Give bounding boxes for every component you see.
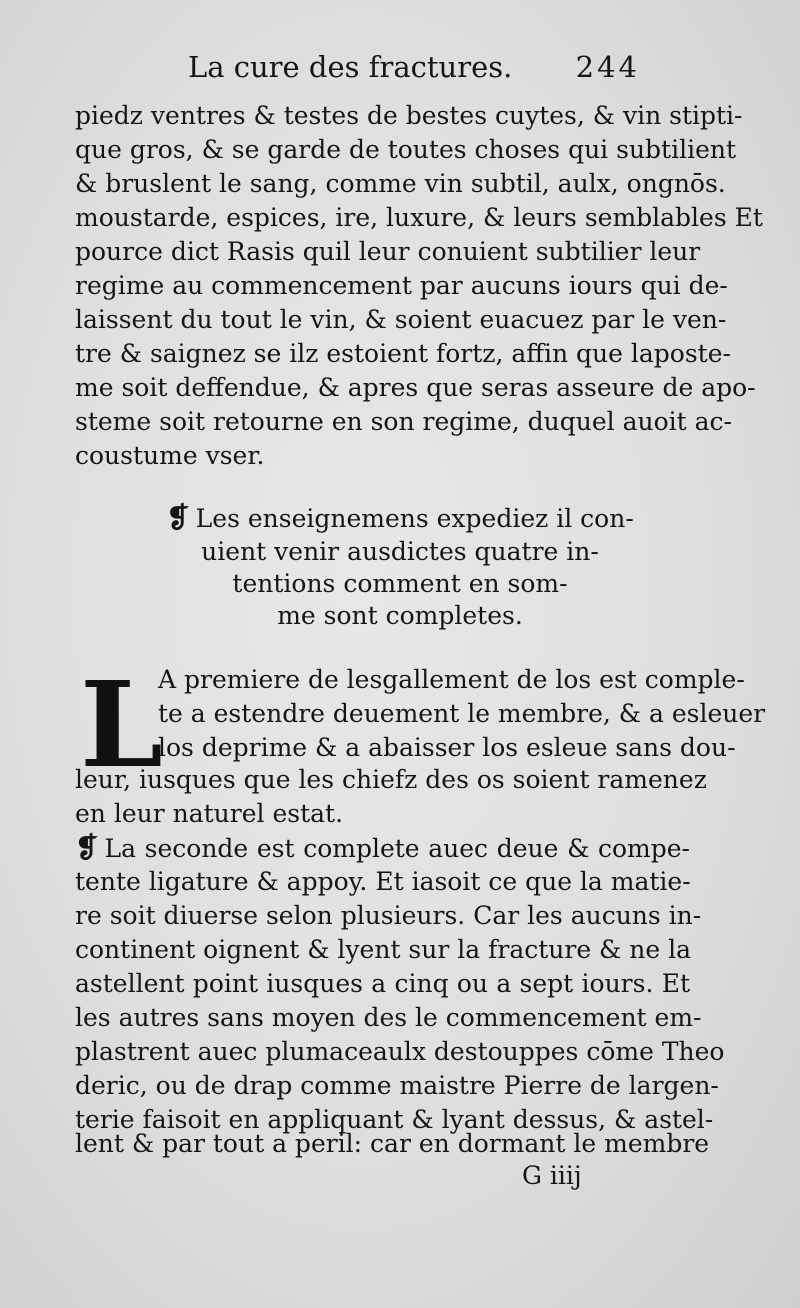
text-line: regime au commencement par aucuns iours qui de- (75, 271, 728, 300)
heading-text: Les enseignemens expediez il con- (195, 504, 634, 533)
text-line: leur, iusques que les chiefz des os soient ramenez (75, 765, 707, 794)
text-line: & bruslent le sang, comme vin subtil, aulx, ongnōs. (75, 169, 726, 198)
text-line: piedz ventres & testes de bestes cuytes, & vin stipti- (75, 101, 743, 130)
text-line: en leur naturel estat. (75, 799, 344, 828)
text-line: tente ligature & appoy. Et iasoit ce que la matie- (75, 867, 691, 896)
text-line: steme soit retourne en son regime, duquel auoit ac- (75, 407, 732, 436)
drop-cap: L (80, 655, 163, 794)
text-line: continent oignent & lyent sur la fracture & ne la (75, 935, 692, 964)
text-line: les autres sans moyen des le commencement em- (75, 1003, 702, 1032)
pilcrow-icon: ❡ (166, 501, 190, 534)
text-line: los deprime & a abaisser los esleue sans dou- (158, 733, 736, 762)
text-line: ❡ La seconde est complete auec deue & compe- (75, 831, 690, 864)
text-line: tre & saignez se ilz estoient fortz, affin que lapostе- (75, 339, 731, 368)
text-line: que gros, & se garde de toutes choses qui subtilient (75, 135, 737, 164)
section-heading-line: me sont completes. (277, 601, 523, 630)
text-line: re soit diuerse selon plusieurs. Car les aucuns in- (75, 901, 702, 930)
pilcrow-icon: ❡ (75, 831, 99, 864)
text-line: laissent du tout le vin, & soient euacuez par le ven- (75, 305, 727, 334)
text-line: moustarde, espices, ire, luxure, & leurs semblables Et (75, 203, 763, 232)
text-line: coustume vser. (75, 441, 265, 470)
text-line: pource dict Rasis quil leur conuient subtilier leur (75, 237, 701, 266)
section-heading-line: uient venir ausdictes quatre in- (201, 537, 599, 566)
page-number: 244 (575, 50, 640, 84)
section-heading-line (150, 502, 650, 535)
section-heading-line: tentions comment en som- (232, 569, 568, 598)
text-line: plastrent auec plumaceaulx destouppes cōme Theo (75, 1037, 725, 1066)
running-header (150, 50, 640, 94)
text-line: te a estendre deuement le membre, & a esleuer (158, 699, 766, 728)
text-line: me soit deffendue, & apres que seras asseure de apo- (75, 373, 756, 402)
text-line: terie faisoit en appliquant & lyant dessus, & astel- (75, 1105, 714, 1134)
text-line: astellent point iusques a cinq ou a sept iours. Et (75, 969, 690, 998)
text-line: deric, ou de drap comme maistre Pierre de largen- (75, 1071, 719, 1100)
running-title: La cure des fractures. (188, 50, 513, 84)
signature-mark: G iiij (522, 1161, 582, 1190)
text-line: lent & par tout a peril: car en dormant le membre (75, 1129, 710, 1158)
text-line: A premiere de lesgallement de los est comple- (158, 665, 745, 694)
